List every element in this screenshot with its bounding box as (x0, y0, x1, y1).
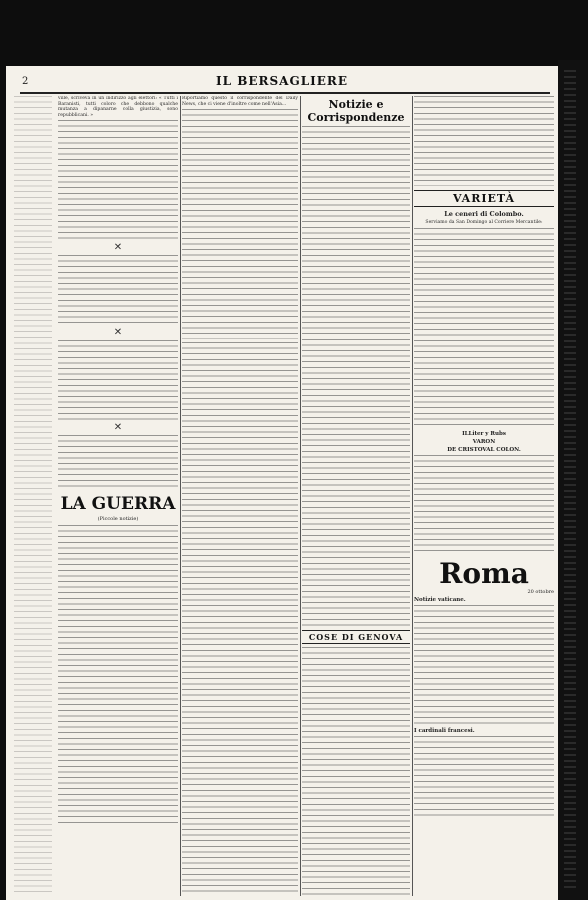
text-block (58, 120, 178, 240)
newspaper-page (6, 66, 558, 900)
text-block (302, 126, 410, 626)
text-block (58, 340, 178, 420)
signature-line: VARON (472, 438, 496, 445)
text-block (58, 525, 178, 825)
variety-subtitle: Le ceneri di Colombo. (444, 210, 524, 218)
column-2-paragraph: Riportiamo questo il corrispondente del Daily News, che ci viene d'inoltre come nell'Asia... (182, 96, 298, 107)
column-1 (58, 96, 178, 896)
top-black-border (0, 0, 588, 66)
text-block (182, 605, 298, 895)
column-2 (182, 96, 298, 896)
text-block (414, 96, 554, 186)
column-1-paragraph: ville, scriveva in un indirizzo agli elettori: « Tutti i Baranisti, tutti coloro che debbono qualche mutanza a dipanarne colla giustizia, sono repubblicani. » (58, 96, 178, 118)
section-divider: ✕ (113, 422, 123, 434)
section-subtitle: (Piccole notizie) (97, 516, 139, 523)
signature-line: ILLiter y Rubs (462, 430, 506, 437)
text-block (414, 228, 554, 428)
column-4 (414, 96, 554, 896)
section-title: LA GUERRA (60, 494, 176, 515)
text-block (58, 435, 178, 490)
column-3 (302, 96, 410, 896)
adjacent-page-edge (558, 60, 588, 900)
variety-section-title: VARIETÀ (414, 190, 554, 207)
header-rule (20, 92, 550, 94)
text-block (414, 605, 554, 725)
signature-line: DE CRISTOVAL COLON. (447, 446, 521, 453)
section-divider: ✕ (113, 327, 123, 339)
text-block (302, 647, 410, 896)
page-number: 2 (22, 76, 29, 87)
column-rule (180, 96, 181, 896)
text-block (58, 255, 178, 325)
newspaper-title: IL BERSAGLIERE (215, 74, 349, 88)
page-header (6, 72, 558, 94)
section-divider: ✕ (113, 242, 123, 254)
column-rule (300, 96, 301, 896)
text-block (414, 736, 554, 816)
cardinali-label: I cardinali francesi. (414, 727, 475, 734)
left-margin-bleed (14, 96, 52, 896)
column-rule (412, 96, 413, 896)
subsection-title: COSE DI GENOVA (302, 630, 410, 644)
text-block (414, 455, 554, 555)
notizie-vaticane-label: Notizie vaticane. (414, 596, 466, 603)
text-block (182, 109, 298, 339)
text-block (182, 342, 298, 602)
section-title: Notizie e Corrispondenze (307, 98, 405, 124)
variety-source: Serviamo da San Domingo al Corriere Mercantile: (425, 220, 543, 225)
city-section-title: Roma (439, 556, 529, 590)
city-section-date: 20 ottobre (527, 588, 554, 595)
